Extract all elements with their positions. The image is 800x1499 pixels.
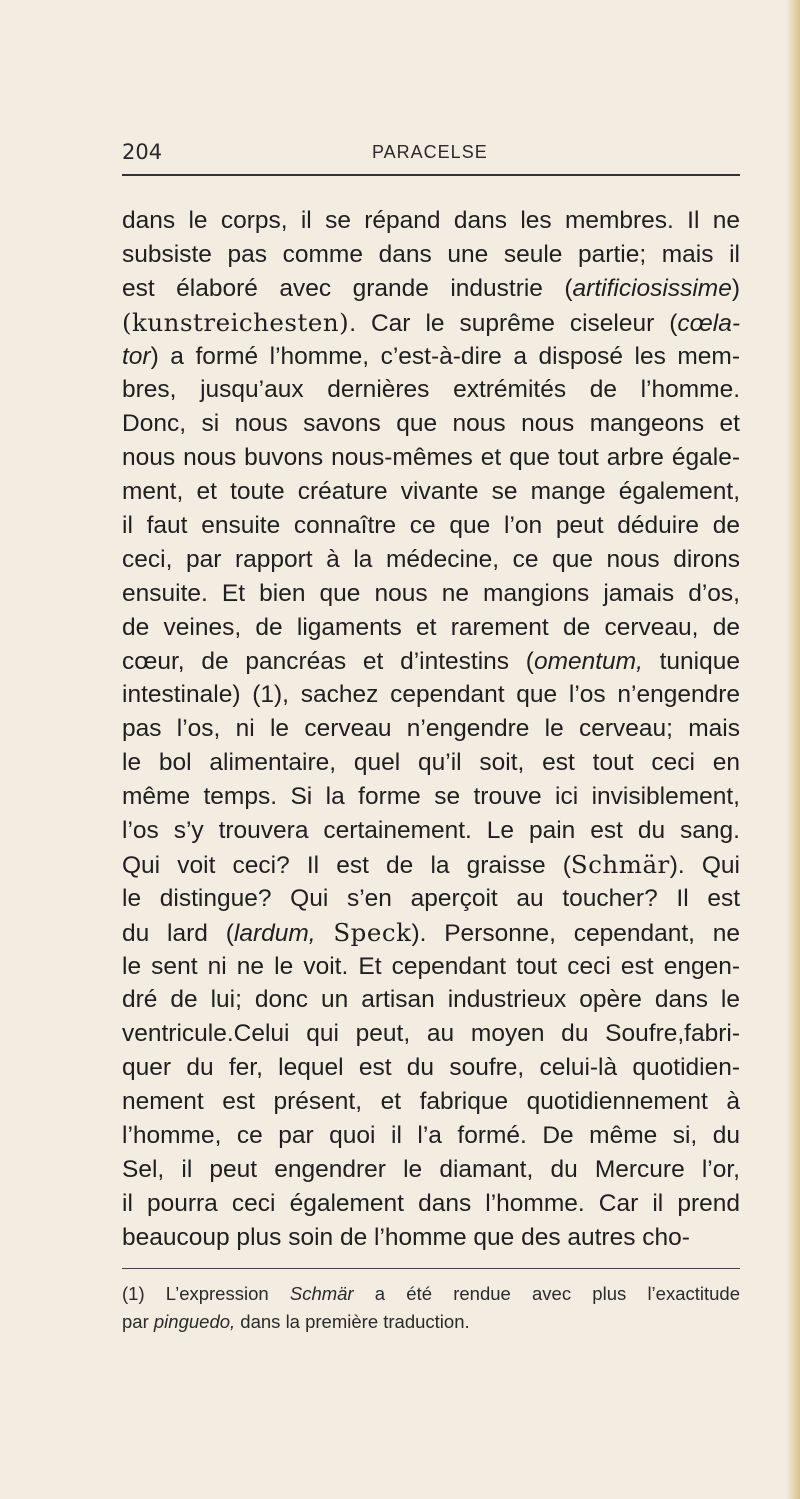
- text-line: [122, 543, 740, 577]
- text-line: [122, 916, 740, 950]
- text-run: [316, 920, 334, 947]
- text-run: dans le corps, il se répand dans les membres. Il ne: [122, 207, 740, 234]
- text-run: ): [731, 274, 740, 302]
- text-line: [122, 983, 740, 1017]
- text-line: [122, 373, 740, 407]
- text-line: [122, 1153, 740, 1187]
- text-line: [122, 780, 740, 814]
- text-run: nous nous buvons nous-mêmes et que tout arbre égale-: [122, 444, 740, 472]
- text-run: de veines, de ligaments et rarement de cerveau, de: [122, 613, 740, 641]
- text-run: subsiste pas comme dans une seule partie; mais il: [122, 240, 740, 268]
- text-line: [122, 712, 740, 746]
- italic-text: Schmär: [289, 1283, 354, 1304]
- text-line: [122, 611, 740, 645]
- text-run: tunique: [642, 647, 741, 675]
- text-run: par: [122, 1311, 154, 1332]
- text-run: ceci, par rapport à la médecine, ce que nous dirons: [122, 545, 740, 573]
- text-run: bres, jusqu’aux dernières extrémités de l’homme.: [122, 376, 740, 404]
- text-line: [122, 475, 740, 509]
- text-line: [122, 272, 740, 306]
- italic-text: omentum,: [533, 647, 643, 675]
- text-line: [122, 1017, 740, 1051]
- text-line: [122, 1051, 740, 1085]
- text-line: [122, 1187, 740, 1221]
- text-run: nement est présent, et fabrique quotidiennement à: [122, 1088, 740, 1116]
- italic-text: lardum,: [233, 919, 316, 947]
- text-line: [122, 1085, 740, 1119]
- text-line: [122, 882, 740, 916]
- text-line: [122, 577, 740, 611]
- footnotes: [122, 1280, 740, 1336]
- text-line: [122, 204, 740, 238]
- text-run: cœur, de pancréas et d’intestins (: [122, 647, 534, 675]
- text-line: [122, 950, 740, 984]
- text-line: [122, 1119, 740, 1153]
- text-run: est élaboré avec grande industrie (: [122, 274, 573, 302]
- text-run: Qui voit ceci? Il est de la graisse (: [122, 851, 571, 879]
- text-run: le bol alimentaire, quel qu’il soit, est tout ceci en: [122, 749, 740, 777]
- text-run: ) a formé l’homme, c’est-à-dire a disposé les mem-: [150, 342, 740, 370]
- text-line: [122, 1221, 740, 1255]
- text-run: dans la première traduction.: [235, 1311, 470, 1332]
- text-line: [122, 814, 740, 848]
- text-run: ). Personne, cependant, ne: [411, 919, 740, 947]
- text-run: Sel, il peut engendrer le diamant, du Mercure l’or,: [122, 1155, 740, 1183]
- italic-text: tor: [122, 342, 151, 370]
- footnote-line: [122, 1280, 740, 1308]
- body-text: [122, 204, 740, 1255]
- gothic-text: (kunstreichesten): [122, 307, 350, 337]
- text-run: du lard (: [122, 919, 234, 947]
- text-line: [122, 509, 740, 543]
- text-run: même temps. Si la forme se trouve ici invisiblement,: [122, 783, 740, 811]
- footnote-line: [122, 1308, 740, 1336]
- text-run: ment, et toute créature vivante se mange également,: [122, 478, 740, 506]
- gothic-text: Schmär: [570, 849, 670, 879]
- text-run: intestinale) (1), sachez cependant que l’os n’engendre: [122, 681, 740, 709]
- text-run: dré de lui; donc un artisan industrieux opère dans le: [122, 986, 740, 1014]
- text-run: Donc, si nous savons que nous nous mangeons et: [122, 410, 740, 438]
- text-line: [122, 678, 740, 712]
- text-line: [122, 340, 740, 374]
- text-line: [122, 746, 740, 780]
- text-line: [122, 238, 740, 272]
- text-run: . Car le suprême ciseleur (: [349, 309, 678, 337]
- text-run: pas l’os, ni le cerveau n’engendre le cerveau; mais: [122, 715, 740, 743]
- text-line: [122, 441, 740, 475]
- italic-text: pinguedo,: [153, 1311, 236, 1332]
- text-run: le distingue? Qui s’en aperçoit au toucher? Il est: [122, 884, 740, 912]
- italic-text: artificiosissime: [572, 274, 732, 302]
- header-rule: [122, 174, 740, 176]
- text-run: quer du fer, lequel est du soufre, celui-là quotidien-: [122, 1054, 740, 1082]
- text-line: [122, 645, 740, 679]
- italic-text: cœla-: [677, 309, 740, 337]
- text-line: [122, 848, 740, 882]
- page-number: 204: [122, 140, 163, 164]
- running-title: PARACELSE: [372, 142, 488, 162]
- text-run: le sent ni ne le voit. Et cependant tout ceci est engen-: [122, 952, 740, 980]
- text-run: ). Qui: [669, 851, 740, 879]
- page-header: [122, 140, 740, 166]
- gothic-text: Speck: [333, 917, 412, 947]
- footnote-rule: [122, 1268, 740, 1269]
- text-line: [122, 407, 740, 441]
- text-run: ventricule.Celui qui peut, au moyen du Soufre,fabri-: [122, 1020, 740, 1048]
- text-run: a été rendue avec plus l’exactitude: [353, 1283, 740, 1304]
- text-run: l’os s’y trouvera certainement. Le pain est du sang.: [122, 817, 740, 845]
- text-run: il pourra ceci également dans l’homme. Car il prend: [122, 1189, 740, 1217]
- text-run: (1) L’expression: [122, 1283, 290, 1304]
- text-run: il faut ensuite connaître ce que l’on peut déduire de: [122, 512, 740, 540]
- text-run: beaucoup plus soin de l’homme que des autres cho-: [122, 1223, 690, 1251]
- text-run: ensuite. Et bien que nous ne mangions jamais d’os,: [122, 579, 740, 607]
- text-line: [122, 306, 740, 340]
- text-run: l’homme, ce par quoi il l’a formé. De même si, du: [122, 1122, 740, 1150]
- page-edge-shadow: [786, 0, 800, 1499]
